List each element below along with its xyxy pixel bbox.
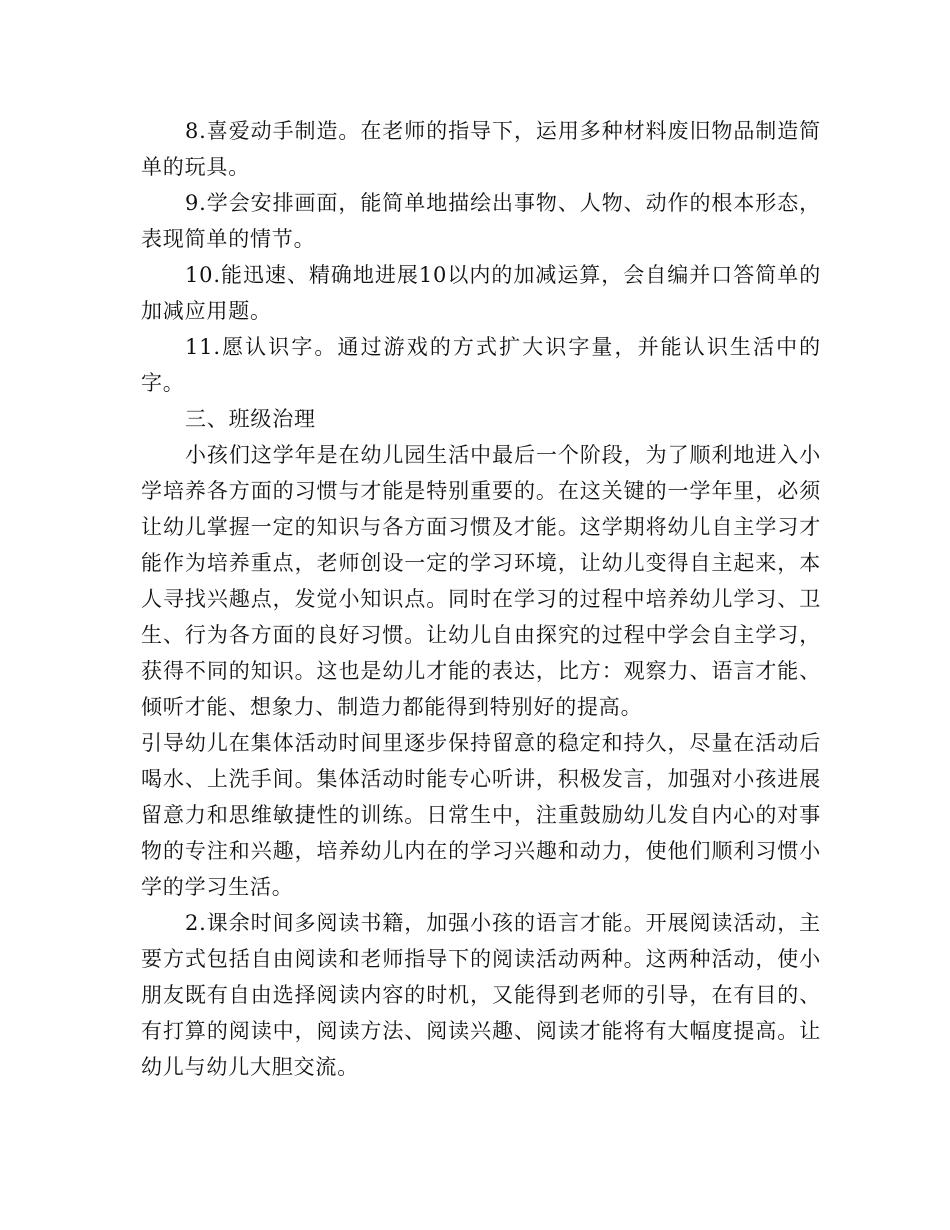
document-body: [141, 113, 821, 1085]
paragraph-class-management: 小孩们这学年是在幼儿园生活中最后一个阶段，为了顺利地进入小学培养各方面的习惯与才能是特别重要的。在这关键的一学年里，必须让幼儿掌握一定的知识与各方面习惯及才能。这学期将幼儿自主学习才能作为培养重点，老师创设一定的学习环境，让幼儿变得自主起来，本人寻找兴趣点，发觉小知识点。同时在学习的过程中培养幼儿学习、卫生、行为各方面的良好习惯。让幼儿自由探究的过程中学会自主学习，获得不同的知识。这也是幼儿才能的表达，比方：观察力、语言才能、倾听才能、想象力、制造力都能得到特别好的提高。: [141, 443, 821, 719]
paragraph-reading: 2.课余时间多阅读书籍，加强小孩的语言才能。开展阅读活动，主要方式包括自由阅读和老师指导下的阅读活动两种。这两种活动，使小朋友既有自由选择阅读内容的时机，又能得到老师的引导，在有目的、有打算的阅读中，阅读方法、阅读兴趣、阅读才能将有大幅度提高。让幼儿与幼儿大胆交流。: [141, 911, 821, 1079]
paragraph-item-9: 9.学会安排画面，能简单地描绘出事物、人物、动作的根本形态，表现简单的情节。: [141, 191, 821, 251]
paragraph-item-10: 10.能迅速、精确地进展10以内的加减运算，会自编并口答简单的加减应用题。: [141, 263, 821, 323]
paragraph-attention-training: 引导幼儿在集体活动时间里逐步保持留意的稳定和持久，尽量在活动后喝水、上洗手间。集体活动时能专心听讲，积极发言，加强对小孩进展留意力和思维敏捷性的训练。日常生中，注重鼓励幼儿发自内心的对事物的专注和兴趣，培养幼儿内在的学习兴趣和动力，使他们顺利习惯小学的学习生活。: [141, 731, 821, 899]
paragraph-item-8: 8.喜爱动手制造。在老师的指导下，运用多种材料废旧物品制造简单的玩具。: [141, 119, 821, 179]
section-heading: 三、班级治理: [185, 407, 316, 431]
paragraph-item-11: 11.愿认识字。通过游戏的方式扩大识字量，并能认识生活中的字。: [141, 335, 821, 395]
